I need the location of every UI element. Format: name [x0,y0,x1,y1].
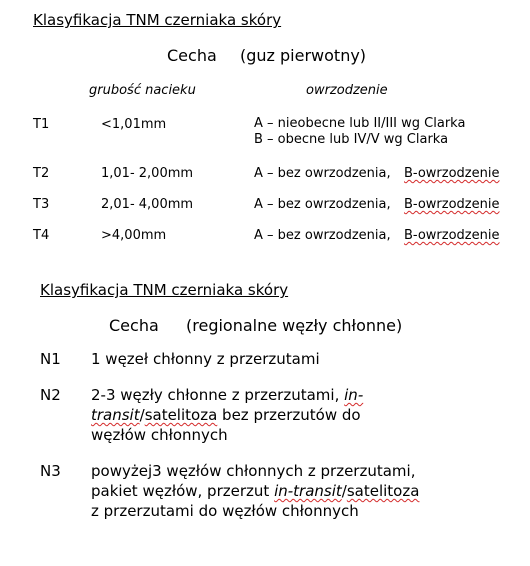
ulceration-t1-b: B – obecne lub IV/V wg Clarka [254,132,449,147]
thickness-t4: >4,00mm [101,228,167,243]
section2-title: Klasyfikacja TNM czerniaka skóry [40,281,289,299]
n2-line3: węzłów chłonnych [91,426,228,444]
section1-subtitle-feature: Cecha [167,46,217,65]
section2-subtitle-feature: Cecha [109,316,159,335]
ulceration-t2-b: B-owrzodzenie [404,166,500,181]
n2-satelitoza-term: satelitoza [144,406,218,424]
n2-line1-text: 2-3 węzły chłonne z przerzutami, [91,386,340,404]
thickness-t3: 2,01- 4,00mm [101,197,194,212]
ulceration-t1-a: A – nieobecne lub II/III wg Clarka [254,116,466,131]
n3-line1: powyżej3 węzłów chłonnych z przerzutami, [91,462,416,480]
section1-title: Klasyfikacja TNM czerniaka skóry [33,11,282,29]
n3-satelitoza-term: satelitoza [346,482,420,500]
thickness-t2: 1,01- 2,00mm [101,166,194,181]
stage-n1: N1 [40,350,61,368]
column-header-ulceration: owrzodzenie [306,83,388,98]
n2-slash: / [139,406,145,424]
section1-subtitle-scope: (guz pierwotny) [240,46,367,65]
ulceration-t2-a: A – bez owrzodzenia, [254,166,391,181]
n1-description: 1 węzeł chłonny z przerzutami [91,350,320,368]
n3-slash: / [341,482,347,500]
stage-t3: T3 [33,197,50,212]
ulceration-t4-b: B-owrzodzenie [404,228,500,243]
ulceration-t3-a: A – bez owrzodzenia, [254,197,391,212]
stage-n3: N3 [40,462,61,480]
n2-in-transit-term: in- [344,386,364,404]
column-header-thickness: grubość nacieku [89,83,196,98]
stage-n2: N2 [40,386,61,404]
section2-subtitle-scope: (regionalne węzły chłonne) [186,316,403,335]
n2-transit-term: transit [91,406,140,424]
n3-line2 [91,482,419,500]
stage-t1: T1 [33,117,50,132]
ulceration-t3-b: B-owrzodzenie [404,197,500,212]
stage-t4: T4 [33,228,50,243]
n2-line2 [91,406,361,424]
ulceration-t4-a: A – bez owrzodzenia, [254,228,391,243]
n3-line2-text: pakiet węzłów, przerzut [91,482,270,500]
n3-in-transit-term: in-transit [274,482,342,500]
n2-line2-text: bez przerzutów do [222,406,361,424]
n2-line1 [91,386,363,404]
stage-t2: T2 [33,166,50,181]
thickness-t1: <1,01mm [101,117,167,132]
n3-line3: z przerzutami do węzłów chłonnych [91,502,359,520]
